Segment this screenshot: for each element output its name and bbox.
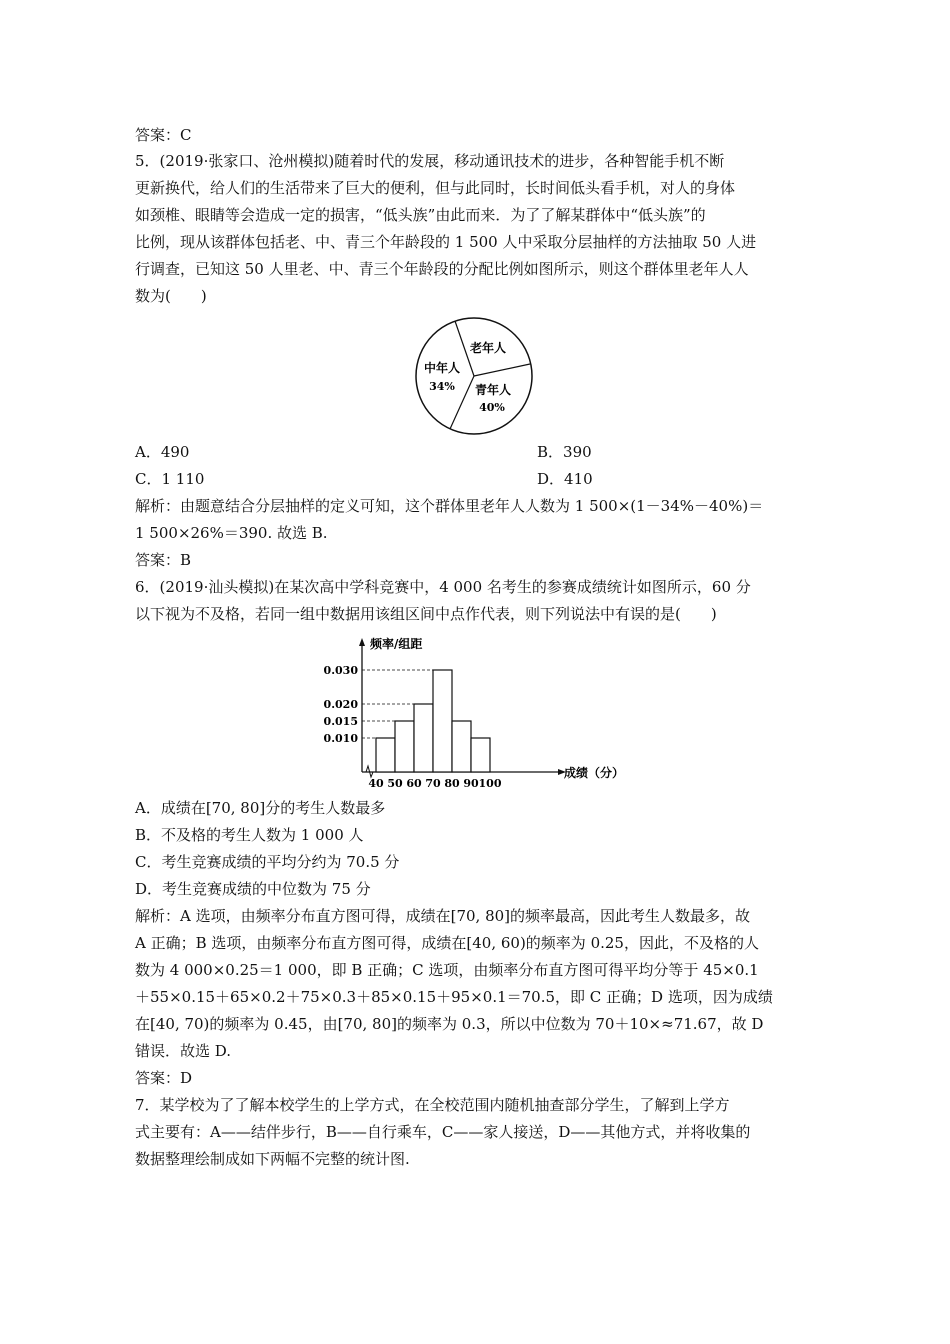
pie-label-young: 青年人 <box>474 383 512 397</box>
q6-option-c: C．考生竞赛成绩的平均分约为 70.5 分 <box>135 853 400 871</box>
q5-line-2: 更新换代，给人们的生活带来了巨大的便利，但与此同时，长时间低头看手机，对人的身体 <box>135 179 736 197</box>
histogram-ylabel: 频率/组距 <box>370 637 423 651</box>
pie-pct-mid: 34% <box>429 380 455 393</box>
q7-line-3: 数据整理绘制成如下两幅不完整的统计图. <box>135 1150 410 1168</box>
q6-line-2: 以下视为不及格，若同一组中数据用该组区间中点作代表，则下列说法中有误的是( ) <box>135 605 717 623</box>
q5-option-a: A．490 <box>135 443 190 461</box>
y-tick-0.030: 0.030 <box>323 664 358 677</box>
x-tick-100: 100 <box>478 777 502 790</box>
q5-line-1: 5．(2019·张家口、沧州模拟)随着时代的发展，移动通讯技术的进步，各种智能手机不断 <box>135 152 725 170</box>
x-tick-70: 70 <box>425 777 441 790</box>
q5-line-5: 行调查，已知这 50 人里老、中、青三个年龄段的分配比例如图所示，则这个群体里老年人人 <box>135 260 749 278</box>
q6-analysis-5: 在[40, 70)的频率为 0.45，由[70, 80]的频率为 0.3，所以中位数为 70＋10×≈71.67，故 D <box>135 1015 764 1033</box>
q6-analysis-1: 解析：A 选项，由频率分布直方图可得，成绩在[70, 80]的频率最高，因此考生人数最多，故 <box>135 907 751 925</box>
bar-70-80 <box>433 670 452 772</box>
age-pie-chart <box>412 314 536 438</box>
x-tick-80: 80 <box>444 777 460 790</box>
q6-analysis-3: 数为 4 000×0.25＝1 000，即 B 正确；C 选项，由频率分布直方图可得平均分等于 45×0.1 <box>135 961 759 979</box>
q6-answer: 答案：D <box>135 1069 193 1087</box>
q6-option-d: D．考生竞赛成绩的中位数为 75 分 <box>135 880 371 898</box>
bar-60-70 <box>414 704 433 772</box>
bar-40-50 <box>376 738 395 772</box>
q4-answer: 答案：C <box>135 126 192 144</box>
bar-90-100 <box>471 738 490 772</box>
q5-analysis-2: 1 500×26%＝390. 故选 B. <box>135 524 328 542</box>
score-histogram <box>310 630 650 790</box>
bar-80-90 <box>452 721 471 772</box>
x-tick-90: 90 <box>463 777 479 790</box>
x-tick-40: 40 <box>368 777 384 790</box>
q6-option-b: B．不及格的考生人数为 1 000 人 <box>135 826 364 844</box>
x-tick-60: 60 <box>406 777 422 790</box>
y-tick-0.010: 0.010 <box>323 732 358 745</box>
q5-line-3: 如颈椎、眼睛等会造成一定的损害，“低头族”由此而来．为了了解某群体中“低头族”的 <box>135 206 706 224</box>
q7-line-1: 7．某学校为了了解本校学生的上学方式，在全校范围内随机抽查部分学生，了解到上学方 <box>135 1096 730 1114</box>
q5-answer: 答案：B <box>135 551 192 569</box>
pie-label-old: 老年人 <box>469 341 507 355</box>
q6-line-1: 6．(2019·汕头模拟)在某次高中学科竞赛中，4 000 名考生的参赛成绩统计如图所示，60 分 <box>135 578 751 596</box>
q5-option-d: D．410 <box>537 470 593 488</box>
q5-line-6: 数为( ) <box>135 287 207 305</box>
pie-label-mid: 中年人 <box>423 361 461 375</box>
x-tick-50: 50 <box>387 777 403 790</box>
q5-option-b: B．390 <box>537 443 592 461</box>
q7-line-2: 式主要有：A——结伴步行，B——自行乘车，C——家人接送，D——其他方式，并将收集的 <box>135 1123 751 1141</box>
q5-analysis-1: 解析：由题意结合分层抽样的定义可知，这个群体里老年人人数为 1 500×(1－34%－40%)＝ <box>135 497 764 515</box>
q6-analysis-4: ＋55×0.15＋65×0.2＋75×0.3＋85×0.15＋95×0.1＝70.5，即 C 正确；D 选项，因为成绩 <box>135 988 773 1006</box>
y-tick-0.020: 0.020 <box>323 698 358 711</box>
y-tick-0.015: 0.015 <box>323 715 358 728</box>
q6-analysis-2: A 正确；B 选项，由频率分布直方图可得，成绩在[40, 60)的频率为 0.25，因此，不及格的人 <box>135 934 759 952</box>
q5-line-4: 比例，现从该群体包括老、中、青三个年龄段的 1 500 人中采取分层抽样的方法抽取 50 人进 <box>135 233 757 251</box>
bar-50-60 <box>395 721 414 772</box>
histogram-xlabel: 成绩（分） <box>564 766 625 780</box>
q5-option-c: C．1 110 <box>135 470 205 488</box>
pie-pct-young: 40% <box>479 401 505 414</box>
q6-analysis-6: 错误．故选 D. <box>135 1042 232 1060</box>
q6-option-a: A．成绩在[70, 80]分的考生人数最多 <box>135 799 386 817</box>
